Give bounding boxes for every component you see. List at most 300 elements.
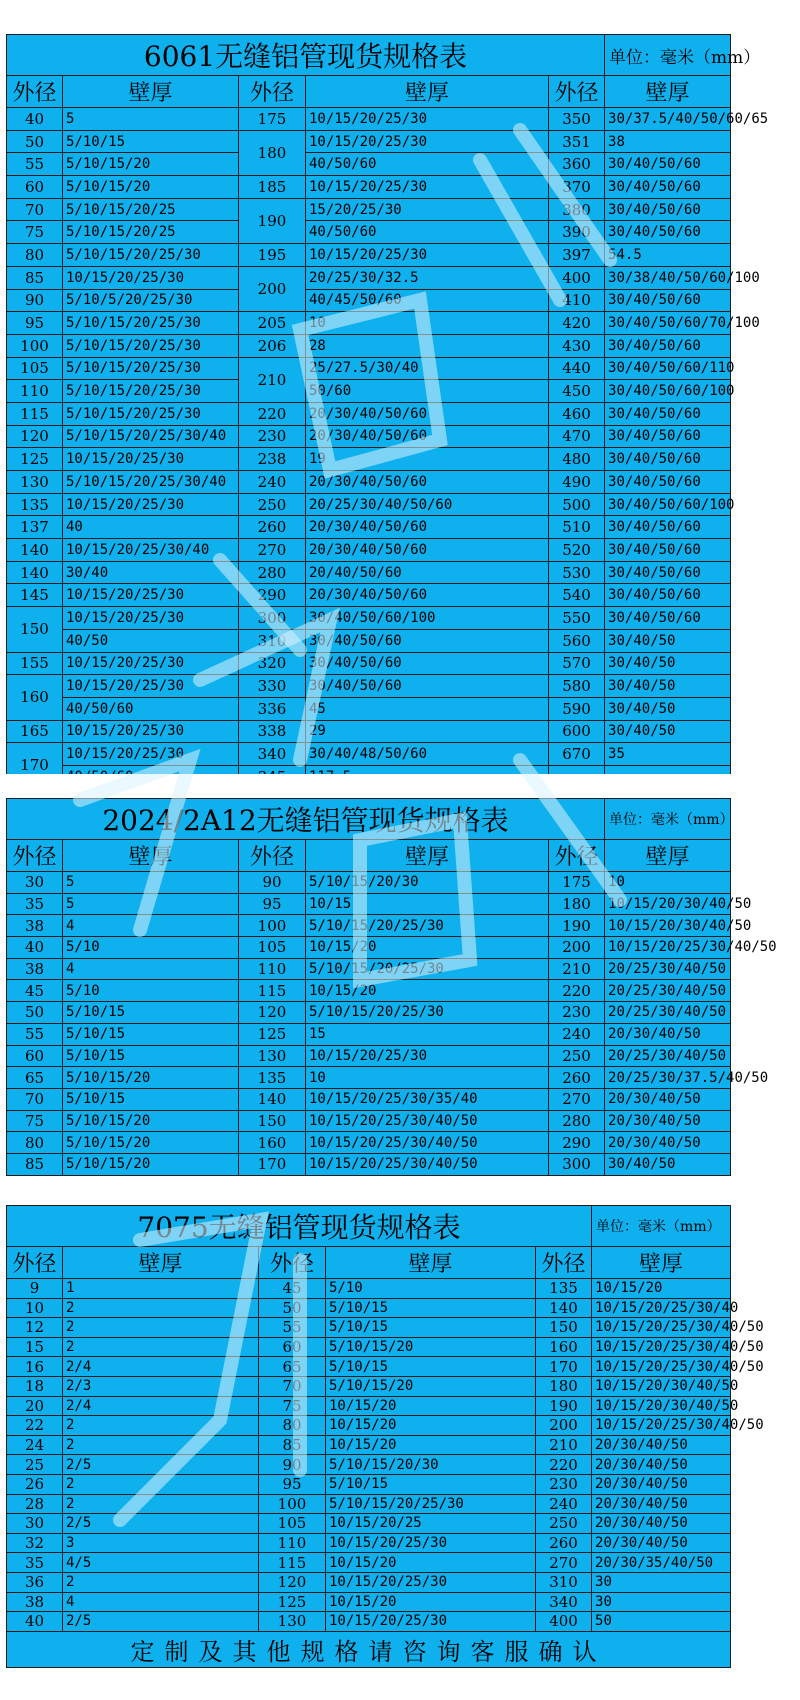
wall-cell: 5/10/15 <box>63 1088 239 1110</box>
wall-cell: 20/30/35/40/50 <box>592 1553 731 1573</box>
wall-cell: 20/25/30/37.5/40/50 <box>605 1067 731 1089</box>
wall-cell: 10/15 <box>306 893 549 915</box>
col-header-od: 外径 <box>7 76 63 108</box>
wall-cell: 50/60 <box>306 380 549 403</box>
od-cell: 390 <box>549 221 605 244</box>
wall-cell: 30/40/50/60 <box>605 584 731 607</box>
wall-cell: 5/10/15/20 <box>63 153 239 176</box>
od-cell: 210 <box>536 1435 592 1455</box>
wall-cell: 30/40/50/60 <box>605 539 731 562</box>
wall-cell: 30/40/50/60 <box>605 221 731 244</box>
wall-cell: 5/10/15/20/30 <box>326 1455 536 1475</box>
od-cell: 35 <box>7 893 63 915</box>
wall-cell: 30 <box>592 1592 731 1612</box>
od-cell: 12 <box>7 1318 63 1338</box>
table-row <box>7 1572 731 1592</box>
od-cell: 155 <box>7 652 63 675</box>
wall-cell: 5 <box>63 893 239 915</box>
wall-cell: 40/50/60 <box>63 697 239 720</box>
wall-cell: 2 <box>63 1298 259 1318</box>
wall-cell: 30/40/50/60 <box>605 448 731 471</box>
wall-cell: 10/15/20/25/30/40 <box>63 539 239 562</box>
od-cell: 270 <box>549 1088 605 1110</box>
od-cell: 440 <box>549 357 605 380</box>
wall-cell: 30/40/50 <box>605 720 731 743</box>
wall-cell: 2 <box>63 1435 259 1455</box>
od-cell: 45 <box>259 1279 326 1299</box>
wall-cell: 5/10/15/20 <box>326 1337 536 1357</box>
wall-cell: 20/25/30/40/50 <box>605 1045 731 1067</box>
wall-cell: 2 <box>63 1572 259 1592</box>
od-cell: 340 <box>536 1592 592 1612</box>
wall-cell: 10/15/20 <box>326 1416 536 1436</box>
wall-cell: 54.5 <box>605 244 731 267</box>
od-cell: 65 <box>7 1067 63 1089</box>
od-cell: 40 <box>7 108 63 131</box>
wall-cell: 5/10/15 <box>326 1474 536 1494</box>
wall-cell: 5/10/15 <box>63 1002 239 1024</box>
od-cell: 137 <box>7 516 63 539</box>
od-cell: 351 <box>549 130 605 153</box>
od-cell: 120 <box>239 1002 306 1024</box>
wall-cell: 30/40/50/60/110 <box>605 357 731 380</box>
table-row <box>7 1002 731 1024</box>
wall-cell: 40/50 <box>63 629 239 652</box>
od-cell: 115 <box>259 1553 326 1573</box>
wall-cell: 10/15/20 <box>326 1396 536 1416</box>
od-cell: 55 <box>259 1318 326 1338</box>
wall-cell: 10/15/20/25/30 <box>63 675 239 698</box>
wall-cell: 5/10/15/20/25/30/40 <box>63 425 239 448</box>
od-cell: 25 <box>7 1455 63 1475</box>
od-cell: 230 <box>239 425 306 448</box>
od-cell: 40 <box>7 1612 63 1632</box>
wall-cell: 30/40/50/60/100 <box>605 493 731 516</box>
od-cell: 570 <box>549 652 605 675</box>
wall-cell: 5/10/15 <box>63 130 239 153</box>
table-row <box>7 312 731 335</box>
wall-cell: 10/15/20/25/30 <box>63 607 239 630</box>
wall-cell: 10/15/20/25 <box>326 1514 536 1534</box>
col-header-wall: 壁厚 <box>326 1247 536 1279</box>
od-cell: 190 <box>536 1396 592 1416</box>
od-cell: 260 <box>536 1533 592 1553</box>
wall-cell: 40/50/60 <box>306 221 549 244</box>
od-cell: 170 <box>7 743 63 788</box>
wall-cell: 2/5 <box>63 1612 259 1632</box>
wall-cell: 40/50/60 <box>306 153 549 176</box>
od-cell: 430 <box>549 334 605 357</box>
wall-cell: 30/40/50/60 <box>605 471 731 494</box>
wall-cell: 30/40/50/60 <box>306 629 549 652</box>
od-cell: 280 <box>549 1110 605 1132</box>
od-cell: 36 <box>7 1572 63 1592</box>
od-cell: 130 <box>239 1045 306 1067</box>
od-cell: 110 <box>239 958 306 980</box>
wall-cell: 19 <box>306 448 549 471</box>
wall-cell: 2/4 <box>63 1396 259 1416</box>
od-cell: 240 <box>239 471 306 494</box>
table-row <box>7 1533 731 1553</box>
wall-cell: 30/40/50/60 <box>605 607 731 630</box>
wall-cell: 10/15/20/25/30 <box>63 720 239 743</box>
wall-cell: 2/5 <box>63 1514 259 1534</box>
od-cell: 230 <box>549 1002 605 1024</box>
wall-cell: 5/10/15 <box>63 1045 239 1067</box>
od-cell: 470 <box>549 425 605 448</box>
wall-cell: 4 <box>63 1592 259 1612</box>
od-cell: 140 <box>239 1088 306 1110</box>
wall-cell: 25/27.5/30/40 <box>306 357 549 380</box>
od-cell: 330 <box>239 675 306 698</box>
spec-table-2024 <box>6 798 777 1176</box>
table-row <box>7 471 731 494</box>
od-cell: 16 <box>7 1357 63 1377</box>
wall-cell: 30/40/50/60 <box>605 561 731 584</box>
wall-cell: 20/30/40/50 <box>592 1494 731 1514</box>
wall-cell: 10/15/20/25/30 <box>63 448 239 471</box>
wall-cell: 10/15/20/25/30 <box>63 743 239 766</box>
col-header-wall: 壁厚 <box>63 840 239 872</box>
wall-cell: 2 <box>63 1416 259 1436</box>
table-row <box>7 743 731 766</box>
table-row <box>7 720 731 743</box>
od-cell: 75 <box>7 221 63 244</box>
od-cell: 135 <box>239 1067 306 1089</box>
table-row <box>7 1474 731 1494</box>
od-cell: 450 <box>549 380 605 403</box>
od-cell: 150 <box>239 1110 306 1132</box>
od-cell: 240 <box>536 1494 592 1514</box>
table-row <box>7 915 731 937</box>
wall-cell: 4 <box>63 958 239 980</box>
spec-table-7075 <box>6 1205 764 1668</box>
od-cell: 580 <box>549 675 605 698</box>
unit-label: 单位：毫米（mm） <box>605 35 731 76</box>
od-cell: 90 <box>259 1455 326 1475</box>
wall-cell: 10/15/20/25/30 <box>306 130 549 153</box>
od-cell: 206 <box>239 334 306 357</box>
od-cell: 140 <box>7 539 63 562</box>
wall-cell: 3 <box>63 1533 259 1553</box>
wall-cell: 5/10/15/20/25/30 <box>306 915 549 937</box>
od-cell: 230 <box>536 1474 592 1494</box>
col-header-wall: 壁厚 <box>306 76 549 108</box>
od-cell: 22 <box>7 1416 63 1436</box>
od-cell: 170 <box>536 1357 592 1377</box>
od-cell: 600 <box>549 720 605 743</box>
table-row <box>7 1416 731 1436</box>
table-row <box>7 1553 731 1573</box>
wall-cell: 5/10/15 <box>326 1298 536 1318</box>
od-cell: 45 <box>7 980 63 1002</box>
od-cell: 125 <box>239 1023 306 1045</box>
wall-cell: 30/40/50 <box>605 675 731 698</box>
table-row <box>7 402 731 425</box>
od-cell: 350 <box>549 108 605 131</box>
wall-cell: 20/25/30/40/50 <box>605 1002 731 1024</box>
wall-cell: 20/30/40/50/60 <box>306 584 549 607</box>
table-row <box>7 652 731 675</box>
od-cell: 18 <box>7 1376 63 1396</box>
col-header-od: 外径 <box>536 1247 592 1279</box>
wall-cell: 20/30/40/50 <box>592 1455 731 1475</box>
wall-cell: 20/30/40/50/60 <box>306 402 549 425</box>
wall-cell: 10/15/20/25/30/40/50 <box>592 1318 731 1338</box>
od-cell: 260 <box>239 516 306 539</box>
od-cell: 210 <box>549 958 605 980</box>
od-cell: 410 <box>549 289 605 312</box>
table-row <box>7 1514 731 1534</box>
wall-cell: 20/30/40/50 <box>592 1474 731 1494</box>
wall-cell: 5/10/15/20/25/30 <box>63 402 239 425</box>
od-cell: 150 <box>536 1318 592 1338</box>
table-row <box>7 221 731 244</box>
wall-cell: 10/15/20/25/30/40/50 <box>592 1337 731 1357</box>
od-cell: 490 <box>549 471 605 494</box>
od-cell: 95 <box>259 1474 326 1494</box>
table-row <box>7 1045 731 1067</box>
table-row <box>7 1455 731 1475</box>
table-row <box>7 1067 731 1089</box>
od-cell: 110 <box>7 380 63 403</box>
wall-cell: 45 <box>306 697 549 720</box>
wall-cell: 30/40/50/60 <box>605 334 731 357</box>
wall-cell: 10/15/20/25/30 <box>63 584 239 607</box>
section-gap <box>0 1181 800 1205</box>
col-header-wall: 壁厚 <box>63 76 239 108</box>
table-row <box>7 493 731 516</box>
od-cell: 290 <box>239 584 306 607</box>
wall-cell: 5/10/15/20/25/30 <box>63 334 239 357</box>
wall-cell: 10/15/20 <box>306 980 549 1002</box>
wall-cell: 20/25/30/40/50/60 <box>306 493 549 516</box>
od-cell: 85 <box>7 266 63 289</box>
wall-cell: 1 <box>63 1279 259 1299</box>
od-cell: 120 <box>7 425 63 448</box>
od-cell: 200 <box>239 266 306 311</box>
od-cell: 195 <box>239 244 306 267</box>
od-cell: 560 <box>549 629 605 652</box>
table-row <box>7 176 731 199</box>
od-cell: 150 <box>7 607 63 652</box>
od-cell: 260 <box>549 1067 605 1089</box>
od-cell: 380 <box>549 198 605 221</box>
od-cell: 670 <box>549 743 605 766</box>
od-cell: 9 <box>7 1279 63 1299</box>
wall-cell: 10/15/20 <box>326 1435 536 1455</box>
wall-cell: 5/10/15 <box>326 1318 536 1338</box>
od-cell: 50 <box>7 1002 63 1024</box>
table-row <box>7 448 731 471</box>
table-row <box>7 539 731 562</box>
od-cell: 270 <box>239 539 306 562</box>
table-row <box>7 130 731 153</box>
od-cell: 38 <box>7 958 63 980</box>
wall-cell: 20/25/30/32.5 <box>306 266 549 289</box>
header-row <box>7 76 731 108</box>
col-header-od: 外径 <box>239 76 306 108</box>
wall-cell: 20/25/30/40/50 <box>605 958 731 980</box>
wall-cell: 29 <box>306 720 549 743</box>
wall-cell: 4/5 <box>63 1553 259 1573</box>
wall-cell: 5/10/15 <box>326 1357 536 1377</box>
od-cell: 460 <box>549 402 605 425</box>
od-cell: 250 <box>239 493 306 516</box>
od-cell: 85 <box>7 1153 63 1175</box>
wall-cell: 30/40/50/60 <box>605 516 731 539</box>
wall-cell: 20/30/40/50 <box>592 1435 731 1455</box>
od-cell: 160 <box>7 675 63 720</box>
wall-cell: 10/15/20/25/30/40/50 <box>592 1357 731 1377</box>
table-row <box>7 629 731 652</box>
wall-cell: 5/10/15/20 <box>63 1153 239 1175</box>
unit-label: 单位：毫米（mm） <box>592 1206 731 1247</box>
col-header-od: 外径 <box>259 1247 326 1279</box>
wall-cell: 20/30/40/50 <box>605 1023 731 1045</box>
table-row <box>7 584 731 607</box>
col-header-wall: 壁厚 <box>306 840 549 872</box>
od-cell: 105 <box>259 1514 326 1534</box>
table-row <box>7 1153 731 1175</box>
od-cell: 250 <box>549 1045 605 1067</box>
table-row <box>7 244 731 267</box>
od-cell: 80 <box>259 1416 326 1436</box>
wall-cell: 38 <box>605 130 731 153</box>
wall-cell: 10/15/20/25/30/40/50 <box>306 1110 549 1132</box>
wall-cell: 10/15/20/25/30/40/50 <box>605 937 731 959</box>
table-row <box>7 675 731 698</box>
wall-cell: 10/15/20/25/30 <box>63 266 239 289</box>
od-cell: 125 <box>7 448 63 471</box>
od-cell: 60 <box>259 1337 326 1357</box>
wall-cell: 5/10/15/20/25/30 <box>306 1002 549 1024</box>
od-cell: 50 <box>7 130 63 153</box>
table-row <box>7 357 731 380</box>
od-cell: 80 <box>7 1132 63 1154</box>
wall-cell: 10/15/20/25/30 <box>326 1572 536 1592</box>
wall-cell: 10/15/20/25/30 <box>306 108 549 131</box>
col-header-wall: 壁厚 <box>605 76 731 108</box>
wall-cell: 30/40/50/60 <box>605 198 731 221</box>
table-row <box>7 1337 731 1357</box>
table-row <box>7 425 731 448</box>
od-cell: 110 <box>259 1533 326 1553</box>
od-cell: 40 <box>7 937 63 959</box>
wall-cell: 5/10/15/20/25/30 <box>63 357 239 380</box>
table-row <box>7 893 731 915</box>
od-cell: 300 <box>549 1153 605 1175</box>
table-row <box>7 1396 731 1416</box>
od-cell: 70 <box>259 1376 326 1396</box>
wall-cell: 15/20/25/30 <box>306 198 549 221</box>
od-cell: 75 <box>7 1110 63 1132</box>
col-header-od: 外径 <box>7 840 63 872</box>
wall-cell: 10/15/20/25/30/40 <box>592 1298 731 1318</box>
od-cell: 85 <box>259 1435 326 1455</box>
wall-cell: 30/40 <box>63 561 239 584</box>
od-cell: 105 <box>7 357 63 380</box>
table-row <box>7 958 731 980</box>
od-cell: 135 <box>536 1279 592 1299</box>
table-row <box>7 1132 731 1154</box>
od-cell: 310 <box>536 1572 592 1592</box>
od-cell: 200 <box>549 937 605 959</box>
od-cell: 530 <box>549 561 605 584</box>
wall-cell: 20/30/40/50 <box>592 1533 731 1553</box>
wall-cell: 5/10/15/20 <box>63 1132 239 1154</box>
od-cell: 38 <box>7 1592 63 1612</box>
od-cell: 190 <box>549 915 605 937</box>
od-cell: 280 <box>239 561 306 584</box>
col-header-wall: 壁厚 <box>63 1247 259 1279</box>
od-cell: 30 <box>7 1514 63 1534</box>
wall-cell: 5 <box>63 872 239 894</box>
od-cell: 55 <box>7 153 63 176</box>
od-cell: 180 <box>549 893 605 915</box>
od-cell: 20 <box>7 1396 63 1416</box>
od-cell: 140 <box>7 561 63 584</box>
od-cell: 160 <box>239 1132 306 1154</box>
od-cell: 24 <box>7 1435 63 1455</box>
wall-cell: 20/30/40/50/60 <box>306 425 549 448</box>
wall-cell: 5/10/15/20/25/30 <box>326 1494 536 1514</box>
od-cell: 115 <box>239 980 306 1002</box>
od-cell: 135 <box>7 493 63 516</box>
wall-cell: 10/15/20 <box>306 937 549 959</box>
wall-cell: 40 <box>63 516 239 539</box>
od-cell: 205 <box>239 312 306 335</box>
wall-cell: 2/4 <box>63 1357 259 1377</box>
wall-cell: 10/15/20/30/40/50 <box>592 1376 731 1396</box>
table-row <box>7 1298 731 1318</box>
wall-cell: 20/30/40/50 <box>605 1132 731 1154</box>
wall-cell: 20/30/40/50 <box>605 1110 731 1132</box>
od-cell: 310 <box>239 629 306 652</box>
col-header-wall: 壁厚 <box>605 840 731 872</box>
wall-cell: 30/40/50/60 <box>605 153 731 176</box>
table-row <box>7 1088 731 1110</box>
wall-cell: 30/40/48/50/60 <box>306 743 549 766</box>
od-cell: 170 <box>239 1153 306 1175</box>
od-cell: 100 <box>239 915 306 937</box>
od-cell: 140 <box>536 1298 592 1318</box>
unit-label: 单位：毫米（mm） <box>605 799 731 840</box>
wall-cell: 5/10/15/20/25 <box>63 221 239 244</box>
od-cell: 50 <box>259 1298 326 1318</box>
wall-cell: 10/15/20/25/30 <box>306 176 549 199</box>
od-cell: 220 <box>239 402 306 425</box>
od-cell: 480 <box>549 448 605 471</box>
wall-cell: 5/10/15/20/25/30 <box>63 244 239 267</box>
table-row <box>7 1110 731 1132</box>
wall-cell: 20/30/40/50 <box>592 1514 731 1534</box>
od-cell: 60 <box>7 1045 63 1067</box>
wall-cell: 5/10/15/20/25 <box>63 198 239 221</box>
table-row <box>7 1435 731 1455</box>
wall-cell: 5/10/15/20 <box>326 1376 536 1396</box>
footer-note: 定制及其他规格请咨询客服确认 <box>7 1631 731 1667</box>
table-row <box>7 198 731 221</box>
od-cell: 290 <box>549 1132 605 1154</box>
table-row <box>7 1279 731 1299</box>
od-cell: 30 <box>7 872 63 894</box>
od-cell: 165 <box>7 720 63 743</box>
wall-cell: 5/10/15 <box>63 1023 239 1045</box>
table-row <box>7 1494 731 1514</box>
wall-cell: 5/10 <box>326 1279 536 1299</box>
table-row <box>7 980 731 1002</box>
